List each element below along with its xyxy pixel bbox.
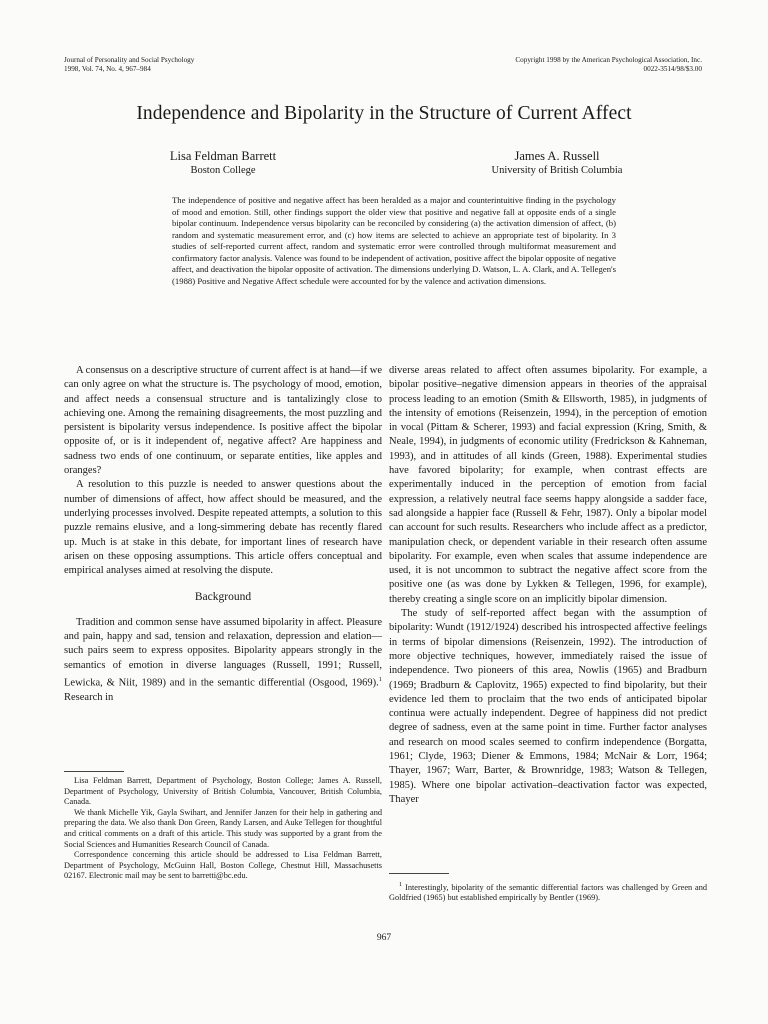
author-affiliation: University of British Columbia xyxy=(491,165,623,176)
footnote-divider xyxy=(389,873,449,874)
footnote-paragraph: Correspondence concerning this article should be addressed to Lisa Feldman Barrett, Department of Psychology, McGuinn Hall, Boston College, Chestnut Hill, Massachusetts 02167. Electronic mail may be sent to barretti@bc.edu. xyxy=(64,850,382,881)
journal-info xyxy=(64,56,314,73)
body-paragraph xyxy=(64,616,382,705)
body-paragraph: The study of self-reported affect began with the assumption of bipolarity: Wundt (1912/1924) described his introspected affective feelings in terms of bipolar dimensions (Reisenzein, 1992). The introduction of more objective techniques, however, immediately raised the issue of independence. Two pioneers of this area, Nowlis (1965) and Bradburn (1969; Bradburn & Caplovitz, 1965) expected to find bipolarity, but their evidence led them to proclaim that the two ends of anticipated bipolar continua were actually independent. Degree of happiness did not predict degree of sadness, even at the same point in time. Further factor analyses and research on mood scales seemed to confirm independence (Borgatta, 1961; Clyde, 1963; Diener & Emmons, 1984; McNair & Lorr, 1964; Thayer, 1967; Warr, Barter, & Brownridge, 1983; Watson & Tellegen, 1985). Where one bipolar activation–deactivation factor was expected, Thayer xyxy=(389,608,707,805)
author-affiliation: Boston College xyxy=(190,165,256,176)
footnote-marker: 1 xyxy=(378,675,382,683)
author-1 xyxy=(103,149,343,177)
copyright-notice: Copyright 1998 by the American Psychological Association, Inc. xyxy=(515,56,702,64)
body-paragraph: A consensus on a descriptive structure of current affect is at hand—if we can only agree on what the structure is. The psychology of mood, emotion, and affect needs a consensual structure and is tantalizingly close to achieving one. Among the remaining disagreements, the most puzzling and persistent is bipolarity versus independence. Is positive affect the bipolar opposite of, or is it independent of, negative affect? Are happiness and sadness two ends of one continuum, or separate entities, like apples and oranges? xyxy=(64,365,382,477)
body-text: Tradition and common sense have assumed bipolarity in affect. Pleasure and pain, happy and sad, tension and relaxation, depression and elation—such pairs seem to express opposites. Bipolarity appears strongly in the semantics of emotion in diverse languages (Russell, 1991; Russell, Lewicka, & Niit, 1989) and in the semantic differential (Osgood, 1969). xyxy=(64,616,382,689)
footnote-text: Interestingly, bipolarity of the semantic differential factors was challenged by Green and Goldfried (1965) but established empirically by Bentler (1969). xyxy=(389,882,707,903)
body-paragraph: A resolution to this puzzle is needed to answer questions about the number of dimensions of affect, how affect should be measured, and the underlying processes involved. Despite repeated attempts, a solution to this puzzle remains elusive, and a long-simmering debate has recently flared up. Much is at stake in this debate, for important lines of research have arisen on these opposing assumptions. This article offers conceptual and empirical analyses aimed at resolving the dispute. xyxy=(64,479,382,577)
footnote-paragraph: Lisa Feldman Barrett, Department of Psychology, Boston College; James A. Russell, Department of Psychology, University of British Columbia, Vancouver, British Columbia, Canada. xyxy=(64,776,382,807)
left-column xyxy=(64,364,382,705)
body-text: Research in xyxy=(64,691,114,703)
footnote-paragraph: We thank Michelle Yik, Gayla Swihart, and Jennifer Janzen for their help in gathering and preparing the data. We also thank Don Green, Randy Larsen, and Auke Tellegen for thoughtful and critical comments on a draft of this article. This study was supported by a grant from the Social Sciences and Humanities Research Council of Canada. xyxy=(64,807,382,849)
section-heading: Background xyxy=(194,591,252,604)
body-paragraph: diverse areas related to affect often assumes bipolarity. For example, a bipolar positive–negative dimension appears in theories of the appraisal process leading to an emotion (Smith & Ellsworth, 1985), in judgments of the intensity of emotions (Reisenzein, 1994), in the perception of emotion in vocal (Pittam & Scherer, 1993) and facial expression (Kring, Smith, & Neale, 1994), in judgments of economic utility (Fredrickson & Kahneman, 1993), and in attitudes of all kinds (Green, 1988). Experimental studies have favored bipolarity; for example, when contrast effects are experimentally induced in the perception of emotion from facial expression, a relatively neutral face seems happy alongside a sadder face, sad alongside a happier face (Russell & Fehr, 1987). Only a bipolar model can account for such results. Researchers who include affect as a predictor, manipulation check, or dependent variable in their research often assume bipolarity. For example, even when scales that assume independence are used, it is not uncommon to subtract the negative affect score from the positive one (as was done by Lykken & Tellegen, 1996, for example), thereby creating a single score on an implicitly bipolar dimension. xyxy=(389,365,707,605)
page-number: 967 xyxy=(376,933,392,943)
author-note xyxy=(64,776,382,882)
journal-name: Journal of Personality and Social Psychology xyxy=(64,56,195,64)
author-2 xyxy=(437,149,677,177)
footnote-number: 1 xyxy=(399,881,403,888)
footnote-divider xyxy=(64,771,124,772)
abstract: The independence of positive and negative affect has been heralded as a major and counterintuitive finding in the psychology of mood and emotion. Still, other findings support the older view that positive and negative fall at opposite ends of a single bipolar continuum. Independence versus bipolarity can be reconciled by considering (a) the activation dimension of affect, (b) random and systematic measurement error, and (c) how items are selected to achieve an appropriate test of bipolarity. In 3 studies of self-reported current affect, random and systematic error were controlled through multiformat measurement and confirmatory factor analysis. Valence was found to be independent of activation, positive affect the bipolar opposite of negative affect, and deactivation the bipolar opposite of activation. The dimensions underlying D. Watson, L. A. Clark, and A. Tellegen's (1988) Positive and Negative Affect schedule were accounted for by the valence and activation dimensions. xyxy=(172,195,616,286)
author-name: Lisa Feldman Barrett xyxy=(169,149,277,163)
journal-volume: 1998, Vol. 74, No. 4, 967–984 xyxy=(64,64,151,73)
copyright-info xyxy=(442,56,702,73)
article-title: Independence and Bipolarity in the Structure of Current Affect xyxy=(136,103,632,124)
right-column xyxy=(389,364,707,807)
footnote-1 xyxy=(389,880,707,904)
footnote-paragraph xyxy=(389,880,707,904)
author-name: James A. Russell xyxy=(514,149,600,163)
issn-price: 0022-3514/98/$3.00 xyxy=(643,64,702,73)
